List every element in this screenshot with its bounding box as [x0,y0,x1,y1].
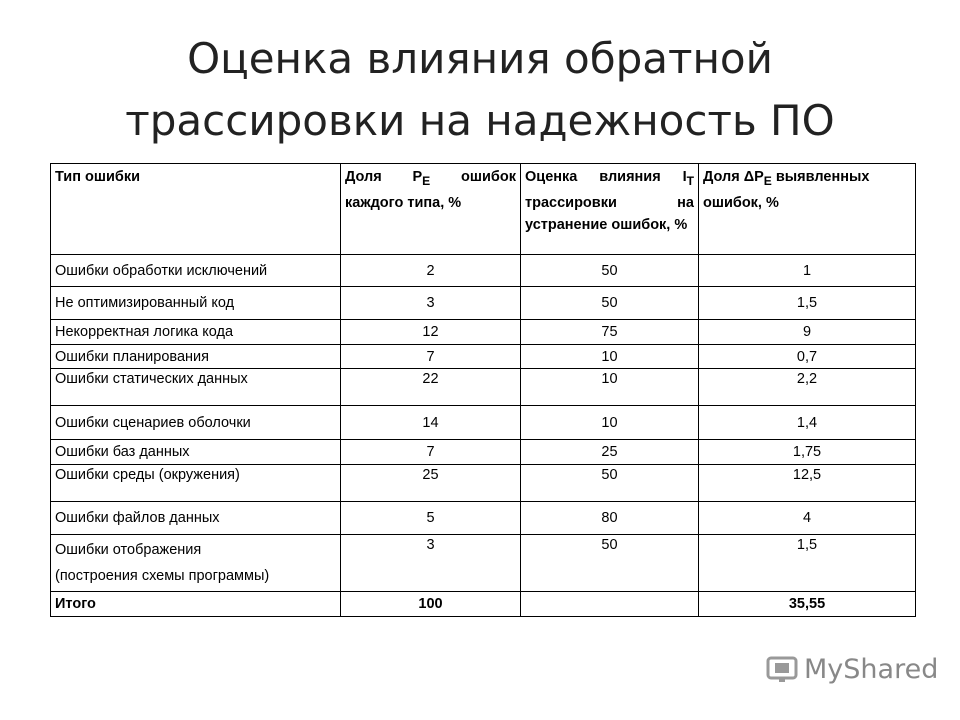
row-influence: 50 [521,287,699,320]
row-type: Ошибки сценариев оболочки [51,406,341,440]
row-share: 3 [341,535,521,592]
row-type: Ошибки среды (окружения) [51,465,341,502]
header-influence: Оценка влияния $I_T$ трассировки на устранение ошибок, % [521,164,699,255]
myshared-logo-icon [766,655,798,685]
table-row [51,406,916,440]
error-table [50,163,916,617]
row-detected: 2,2 [699,369,916,406]
table-row [51,345,916,369]
table-row [51,465,916,502]
row-influence: 10 [521,369,699,406]
row-type: Ошибки планирования [51,345,341,369]
row-share: 22 [341,369,521,406]
row-detected: 1,75 [699,440,916,465]
header-error-type: Тип ошибки [51,164,341,255]
row-type: Не оптимизированный код [51,287,341,320]
row-influence: 75 [521,320,699,345]
table-row [51,535,916,592]
row-type: Некорректная логика кода [51,320,341,345]
row-share: 12 [341,320,521,345]
myshared-watermark [766,654,938,685]
row-type: Ошибки обработки исключений [51,255,341,287]
row-influence: 50 [521,255,699,287]
row-influence: 25 [521,440,699,465]
row-share: 7 [341,345,521,369]
row-share: 7 [341,440,521,465]
row-share: 14 [341,406,521,440]
total-detected: 35,55 [699,592,916,617]
row-detected: 1 [699,255,916,287]
table-header-row [51,164,916,255]
row-type: Ошибки статических данных [51,369,341,406]
table-row [51,369,916,406]
row-detected: 12,5 [699,465,916,502]
row-influence: 50 [521,465,699,502]
title-line-2: трассировки на надежность ПО [125,96,835,145]
total-label: Итого [51,592,341,617]
row-type-line-1: Ошибки отображения [55,542,202,558]
row-share: 25 [341,465,521,502]
total-share: 100 [341,592,521,617]
row-detected: 1,4 [699,406,916,440]
header-share: Доля $P_E$ ошибок каждого типа, % [341,164,521,255]
total-influence [521,592,699,617]
row-influence: 50 [521,535,699,592]
row-share: 2 [341,255,521,287]
row-detected: 9 [699,320,916,345]
row-detected: 1,5 [699,287,916,320]
row-type [51,535,341,592]
row-type: Ошибки баз данных [51,440,341,465]
header-detected: Доля $\Delta P_E$ выявленных ошибок, % [699,164,916,255]
row-share: 5 [341,502,521,535]
row-influence: 10 [521,345,699,369]
page-title [0,28,960,152]
row-share: 3 [341,287,521,320]
row-detected: 0,7 [699,345,916,369]
row-type-line-2: (построения схемы программы) [55,568,270,584]
row-influence: 10 [521,406,699,440]
table-row [51,320,916,345]
table-row [51,502,916,535]
row-detected: 4 [699,502,916,535]
title-line-1: Оценка влияния обратной [187,34,773,83]
row-type: Ошибки файлов данных [51,502,341,535]
table-row [51,287,916,320]
total-row [51,592,916,617]
table-row [51,440,916,465]
row-influence: 80 [521,502,699,535]
table-row [51,255,916,287]
watermark-text: MyShared [804,654,939,685]
row-detected: 1,5 [699,535,916,592]
